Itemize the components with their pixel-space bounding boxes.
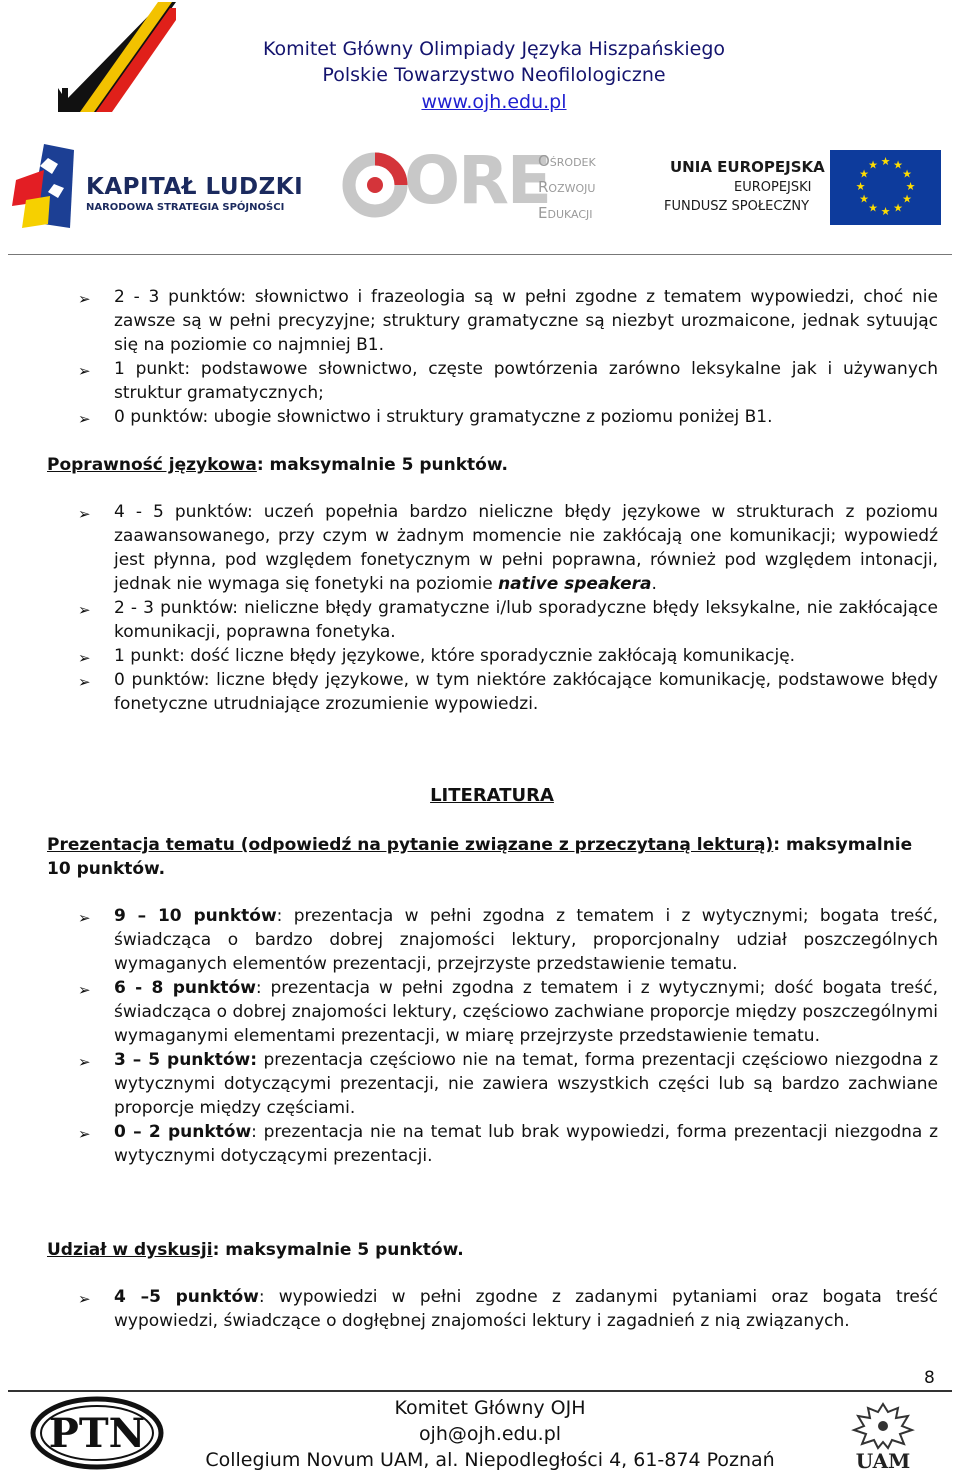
eu-line-europejski: EUROPEJSKI xyxy=(734,180,812,195)
section3-heading: Prezentacja tematu (odpowiedź na pytanie związane z przeczytaną lekturą): maksymalnie 10 punktów. xyxy=(47,835,913,879)
list-item: ➢ 0 – 2 punktów: prezentacja nie na temat lub brak wypowiedzi, forma prezentacji niezgodna z wytycznymi dotyczącymi prezentacji. xyxy=(78,1122,938,1166)
committee-name: Komitet Główny Olimpiady Języka Hiszpańskiego xyxy=(262,38,726,60)
svg-text:★: ★ xyxy=(880,155,891,168)
arrow-bullet-icon: ➢ xyxy=(78,290,91,308)
footer-email[interactable]: ojh@ojh.edu.pl xyxy=(418,1423,562,1445)
svg-text:★: ★ xyxy=(902,192,912,206)
ore-ring-icon xyxy=(342,150,408,220)
literatura-title: LITERATURA xyxy=(430,785,554,806)
svg-text:★: ★ xyxy=(868,158,878,172)
header-url-row xyxy=(14,91,960,113)
svg-text:★: ★ xyxy=(905,180,916,193)
list-item: ➢ 3 – 5 punktów: prezentacja częściowo nie na temat, forma prezentacji częściowo niezgodna z wytycznymi dotyczącymi prezentacji, nie zawiera wszystkich części lub są bardzo zachwiane proporcje między częściami. xyxy=(78,1050,938,1118)
svg-text:★: ★ xyxy=(855,180,866,193)
list-item: ➢ 1 punkt: podstawowe słownictwo, częste powtórzenia zarówno leksykalne jak i używanych struktur gramatycznych; xyxy=(78,359,938,403)
section2-list xyxy=(78,500,938,716)
arrow-bullet-icon: ➢ xyxy=(78,362,91,380)
ore-logo xyxy=(342,142,622,228)
footer-address: Collegium Novum UAM, al. Niepodległości 4, 61-874 Poznań xyxy=(205,1449,775,1471)
arrow-bullet-icon: ➢ xyxy=(78,601,91,619)
list-item: ➢ 2 - 3 punktów: nieliczne błędy gramatyczne i/lub sporadyczne błędy leksykalne, nie zakłócające komunikacji, poprawna fonetyka. xyxy=(78,598,938,642)
page-number: 8 xyxy=(924,1368,935,1388)
arrow-bullet-icon: ➢ xyxy=(78,1125,91,1143)
website-link[interactable]: www.ojh.edu.pl xyxy=(421,91,567,113)
list-item: ➢ 2 - 3 punktów: słownictwo i frazeologia są w pełni zgodne z tematem wypowiedzi, choć nie zawsze są w pełni precyzyjne; struktury gramatyczne są niezbyt urozmaicone, jednak sytuując się na poziomie co najmniej B1. xyxy=(78,287,938,355)
arrow-bullet-icon: ➢ xyxy=(78,649,91,667)
section2-heading: Poprawność językowa: maksymalnie 5 punktów. xyxy=(47,455,508,475)
svg-text:★: ★ xyxy=(868,201,878,215)
list-item: ➢ 9 – 10 punktów: prezentacja w pełni zgodna z tematem i z wytycznymi; bogata treść, świadcząca o bardzo dobrej znajomości lektury, proporcjonalny udział poszczególnych wymaganych elementów prezentacji, przejrzyste przedstawienie tematu. xyxy=(78,906,939,974)
svg-text:★: ★ xyxy=(893,201,903,215)
eu-line-fundusz: FUNDUSZ SPOŁECZNY xyxy=(664,199,810,214)
eu-logo xyxy=(662,150,947,225)
eu-flag-icon xyxy=(830,150,941,225)
kapital-ludzki-logo xyxy=(10,140,304,235)
section3-list xyxy=(78,904,938,1168)
svg-text:★: ★ xyxy=(880,205,891,218)
ore-line-osrodek: Ośrodek xyxy=(538,152,596,170)
arrow-bullet-icon: ➢ xyxy=(78,981,91,999)
arrow-bullet-icon: ➢ xyxy=(78,505,91,523)
section4-list xyxy=(78,1285,938,1333)
ore-line-edukacji: Edukacji xyxy=(538,204,593,222)
list-item: ➢ 4 –5 punktów: wypowiedzi w pełni zgodne z zadanymi pytaniami oraz bogata treść wypowiedzi, świadczące o dogłębnej znajomości lektury i zagadnień z nią związanych. xyxy=(78,1287,938,1331)
list-item: ➢ 0 punktów: ubogie słownictwo i struktury gramatyczne z poziomu poniżej B1. xyxy=(78,405,938,429)
section4-heading: Udział w dyskusji: maksymalnie 5 punktów. xyxy=(47,1240,464,1260)
arrow-bullet-icon: ➢ xyxy=(78,1053,91,1071)
ore-line-rozwoju: Rozwoju xyxy=(538,178,596,196)
kapital-ludzki-subtitle: NARODOWA STRATEGIA SPÓJNOŚCI xyxy=(86,202,285,213)
header-subtitle xyxy=(14,64,960,86)
svg-text:★: ★ xyxy=(859,167,869,181)
list-item: ➢ 4 - 5 punktów: uczeń popełnia bardzo nieliczne błędy językowe w strukturach z poziomu zaawansowanego, przy czym w żadnym momencie nie zakłócają one komunikacji; wypowiedź jest płynna, pod względem fonetycznym w pełni poprawna, również pod względem intonacji, jednak nie wymaga się fonetyki na poziomie native speakera. xyxy=(78,502,938,594)
footer-divider xyxy=(8,1390,952,1392)
list-item: ➢ 0 punktów: liczne błędy językowe, w tym niektóre zakłócające komunikację, podstawowe błędy fonetyczne utrudniające zrozumienie wypowiedzi. xyxy=(78,670,938,714)
footer-committee: Komitet Główny OJH xyxy=(394,1397,586,1419)
kapital-ludzki-title: KAPITAŁ LUDZKI xyxy=(86,174,304,200)
section1-list xyxy=(78,285,938,429)
header-title xyxy=(14,38,960,60)
arrow-bullet-icon: ➢ xyxy=(78,410,91,428)
kapital-ludzki-emblem xyxy=(10,140,78,232)
arrow-bullet-icon: ➢ xyxy=(78,1290,91,1308)
eu-line-unia: UNIA EUROPEJSKA xyxy=(670,158,825,176)
svg-text:★: ★ xyxy=(893,158,903,172)
list-item: ➢ 1 punkt: dość liczne błędy językowe, które sporadycznie zakłócają komunikację. xyxy=(78,644,938,668)
list-item: ➢ 6 - 8 punktów: prezentacja w pełni zgodna z tematem i z wytycznymi; dość bogata treść, świadcząca o dobrej znajomości lektury, częściowo zachwiane proporcje między poszczególnymi wymaganymi elementami prezentacji, w miarę przejrzyste przedstawienie tematu. xyxy=(78,978,938,1046)
svg-text:★: ★ xyxy=(902,167,912,181)
ore-letters: ORE xyxy=(404,142,551,219)
uam-logo-text: UAM xyxy=(855,1449,911,1472)
uam-eagle-logo xyxy=(848,1400,918,1472)
svg-text:★: ★ xyxy=(859,192,869,206)
society-name: Polskie Towarzystwo Neofilologiczne xyxy=(322,64,666,86)
arrow-bullet-icon: ➢ xyxy=(78,909,91,927)
arrow-bullet-icon: ➢ xyxy=(78,673,91,691)
ptn-logo-text: PTN xyxy=(48,1410,146,1457)
header-divider xyxy=(8,254,952,255)
